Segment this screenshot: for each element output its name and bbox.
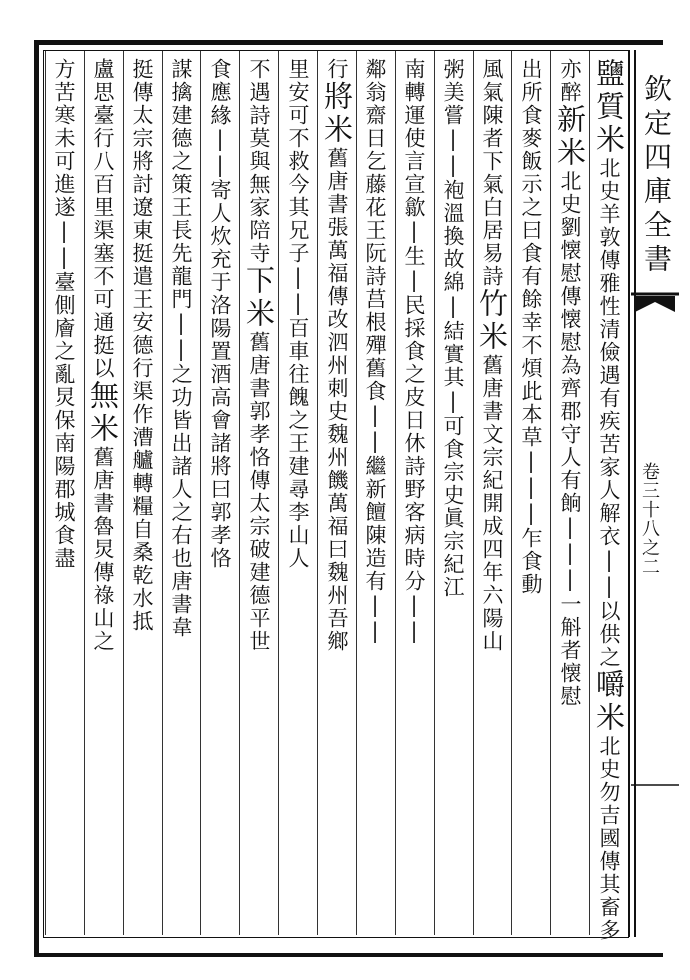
text-column — [280, 58, 316, 570]
entry-text: |結實其|可食宗史眞宗紀江 — [441, 294, 465, 599]
entry-text: 充于洛陽置酒高會諸將曰郭孝恪 — [208, 248, 232, 570]
entry-text: 南轉運使言宣歙|生|民採食之皮日休詩野客病時分|| — [402, 58, 426, 645]
page-header — [636, 52, 680, 932]
column-rule — [511, 51, 512, 935]
text-column — [319, 58, 355, 653]
text-column — [46, 58, 82, 570]
fishtail-mark-lower — [631, 780, 679, 790]
entry-text: 舊唐書郭孝恪傳太宗破建德平世 — [247, 331, 271, 653]
book-title: 欽定四庫全書 — [640, 74, 673, 278]
column-rule — [278, 51, 279, 935]
entry-text: 亦醉 — [558, 58, 582, 104]
text-column — [396, 58, 432, 645]
column-rule — [239, 51, 240, 935]
entry-text: 北史羊敦傳雅性清儉遇有疾苦家人解衣||以供之 — [597, 157, 621, 669]
column-rule — [200, 51, 201, 935]
entry-text: 食應緣||寄人炊 — [208, 58, 232, 248]
entry-text: 舊唐書張萬福傳改泗州刺史魏州饑萬福曰魏州吾鄉 — [325, 147, 349, 653]
entry-text: 風氣陳者下氣白居易詩 — [480, 58, 504, 288]
entry-headword: 新米 — [553, 104, 587, 170]
entry-text: 北史劉懐慰傳懐慰為齊郡守人有餉|||一斛者懐慰 — [558, 170, 582, 708]
column-rule — [589, 51, 590, 935]
volume-label: 卷三十八之二 — [639, 462, 660, 576]
entry-text: 舊唐書文宗紀開成四年六陽山 — [480, 354, 504, 653]
entry-text: 盧思臺行八百里渠塞不可通挺以 — [91, 58, 115, 380]
entry-headword: 無米 — [86, 380, 120, 446]
text-column — [241, 58, 277, 653]
frame-edge-line — [628, 50, 630, 937]
entry-text: 粥美嘗||袍溫換故綿 — [441, 58, 465, 294]
text-column — [474, 58, 510, 653]
text-column — [357, 58, 393, 645]
entry-headword: 嚼米 — [592, 669, 626, 735]
text-column — [435, 58, 471, 599]
text-column — [163, 58, 199, 639]
entry-text: 鄰翁齋日乞藤花王阮詩莒根殫舊食||繼新饘陳造有|| — [363, 58, 387, 645]
entry-text: 出所食麥飯示之曰食有餘幸不煩此本草|||乍食動 — [519, 58, 543, 596]
entry-text: 北史勿吉國傳其畜多 — [597, 735, 621, 942]
entry-text: 挺傳太宗將討遼東挺遣王安德行渠作漕艫轉糧自桑乾水抵 — [130, 58, 154, 633]
entry-headword: 將米 — [320, 81, 354, 147]
text-column — [591, 58, 627, 942]
entry-text: 里安可不救今其兄子||百車往餽之王建尋李山人 — [286, 58, 310, 570]
text-column — [552, 58, 588, 708]
entry-headword: 鹽質米 — [592, 58, 626, 157]
column-rule — [550, 51, 551, 935]
entry-headword: 下米 — [242, 265, 276, 331]
entry-text: 行 — [325, 58, 349, 81]
entry-text: 方苦寒未可進遂||臺側廥之 — [52, 58, 76, 363]
fishtail-mark-upper — [631, 292, 679, 314]
text-column — [513, 58, 549, 596]
column-rule — [317, 51, 318, 935]
entry-headword: 竹米 — [475, 288, 509, 354]
text-column — [124, 58, 160, 633]
entry-text: 舊唐書魯炅傳祿山之 — [91, 446, 115, 653]
entry-text: 不遇詩莫與無家陪寺 — [247, 58, 271, 265]
text-column — [202, 58, 238, 570]
entry-text: 亂炅保南陽郡城食盡 — [52, 363, 76, 570]
entry-text: 謀擒建德之策王長先龍門||之功皆出諸人之右也唐書韋 — [169, 58, 193, 639]
text-column — [85, 58, 121, 653]
